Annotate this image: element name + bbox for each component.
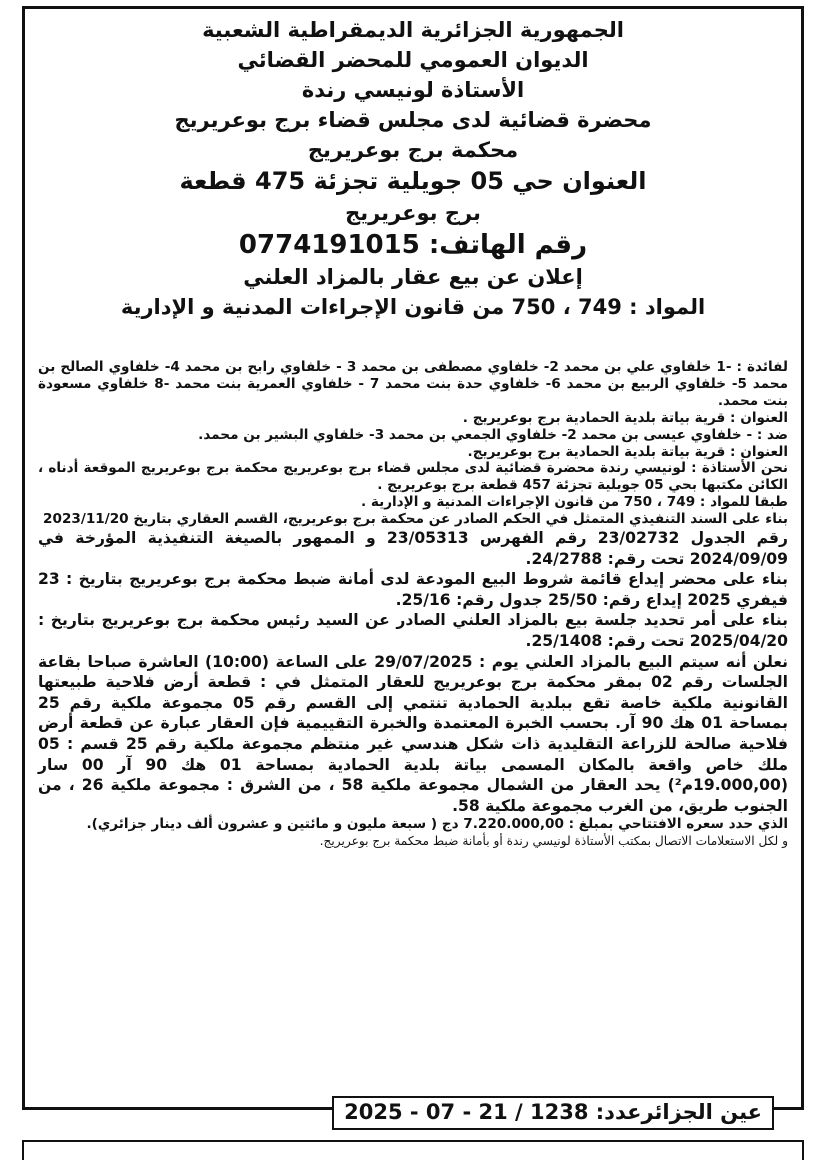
beneficiaries-address: العنوان : قرية بياتة بلدية الحمادية برج بوعريريج .	[462, 409, 788, 426]
header-phone: رقم الهاتف: 0774191015	[238, 230, 588, 260]
contact-info: و لكل الاستعلامات الاتصال بمكتب الأستاذة لونيسي رندة أو بأمانة ضبط محكمة برج بوعريريج.	[319, 834, 788, 849]
header-city: برج بوعريريج	[345, 201, 481, 225]
header-address: العنوان حي 05 جويلية تجزئة 475 قطعة	[179, 167, 647, 195]
beneficiaries-paragraph: لفائدة : -1 خلفاوي علي بن محمد 2- خلفاوي مصطفى بن محمد 3 - خلفاوي رابح بن محمد 4- خلفاوي الصالح بن محمد 5- خلفاوي الربيع بن محمد 6- خلفاوي حدة بنت محمد 7 - خلفاوي العمرية بنت محمد -8 خلفاوي مسعودة بنت محمد.	[38, 359, 788, 409]
issue-reference: عدد: 1238 / 21 - 07 - 2025	[344, 1100, 642, 1124]
publication-reference	[332, 1096, 774, 1130]
header-office: الديوان العمومي للمحضر القضائي	[237, 48, 589, 72]
conditions-deposit: بناء على محضر إيداع قائمة شروط البيع المودعة لدى أمانة ضبط محكمة برج بوعريريج بتاريخ : 23 فيفري 2025 إيداع رقم: 25/50 جدول رقم: 25/16.	[38, 570, 788, 609]
enforcement-title: بناء على السند التنفيذي المتمثل في الحكم الصادر عن محكمة برج بوعريريج، القسم العقاري بتاريخ 2023/11/20	[43, 511, 788, 528]
legal-basis: طبقا للمواد : 749 ، 750 من قانون الإجراءات المدنية و الإدارية .	[360, 494, 788, 511]
notice-header	[25, 9, 801, 322]
notice-legal-articles: المواد : 749 ، 750 من قانون الإجراءات المدنية و الإدارية	[120, 295, 706, 319]
notice-body	[38, 359, 788, 850]
defendants-address: العنوان : قرية بياتة بلدية الحمادية برج بوعريريج.	[467, 443, 788, 460]
session-order: بناء على أمر تحديد جلسة بيع بالمزاد العلني الصادر عن السيد رئيس محكمة برج بوعريريج بتاريخ : 2025/04/20 تحت رقم: 25/1408.	[38, 611, 788, 651]
next-notice-border	[22, 1140, 804, 1160]
header-bailiff-title: محضرة قضائية لدى مجلس قضاء برج بوعريريج	[174, 108, 652, 132]
header-republic: الجمهورية الجزائرية الديمقراطية الشعبية	[202, 18, 624, 42]
header-court: محكمة برج بوعريريج	[307, 138, 519, 162]
bailiff-statement: نحن الأستاذة : لونيسي رندة محضرة قضائية لدى مجلس قضاء برج بوعريريج محكمة برج بوعريريج الموقعة أدناه ، الكائن مكتبها بحي 05 جويلية تجزئة 457 قطعة برج بوعريريج .	[38, 460, 788, 494]
judgment-reference: رقم الجدول 23/02732 رقم الفهرس 23/05313 و الممهور بالصيغة التنفيذية المؤرخة في 2024/09/09 تحت رقم: 24/2788.	[38, 529, 788, 568]
auction-notice	[22, 6, 804, 1110]
sale-announcement: نعلن أنه سيتم البيع بالمزاد العلني يوم : 29/07/2025 على الساعة (10:00) العاشرة صباحا بقاعة الجلسات رقم 02 بمقر محكمة برج بوعريريج للعقار المتمثل في : قطعة أرض فلاحية طبيعتها القانونية ملكية خاصة تقع ببلدية الحمادية تنتمي إلى القسم رقم 05 مجموعة ملكية رقم 25 بمساحة 01 هك 90 آر. بحسب الخبرة المعتمدة والخبرة التقييمية فإن العقار عبارة عن قطعة أرض فلاحية صالحة للزراعة التقليدية ذات شكل هندسي غير منتظم مجموعة ملكية رقم 25 قسم : 05 ملك خاص واقعة بالمكان المسمى بياتة بلدية الحمادية بمساحة 01 هك 90 آر 00 سار (19.000,00م²) يحد العقار من الشمال مجموعة ملكية 58 ، من الشرق : مجموعة ملكية 26 ، من الجنوب طريق، من الغرب مجموعة ملكية 58.	[38, 652, 788, 815]
defendants-paragraph: ضد : - خلفاوي عيسى بن محمد 2- خلفاوي الجمعي بن محمد 3- خلفاوي البشير بن محمد.	[198, 426, 788, 443]
notice-title: إعلان عن بيع عقار بالمزاد العلني	[243, 265, 583, 289]
opening-price: الذي حدد سعره الافتتاحي بمبلغ : 7.220.000,00 دج ( سبعة مليون و مائتين و عشرون ألف دينار جزائري).	[86, 816, 788, 833]
publisher-name: عين الجزائر	[641, 1100, 762, 1124]
header-bailiff-name: الأستاذة لونيسي رندة	[301, 78, 525, 102]
